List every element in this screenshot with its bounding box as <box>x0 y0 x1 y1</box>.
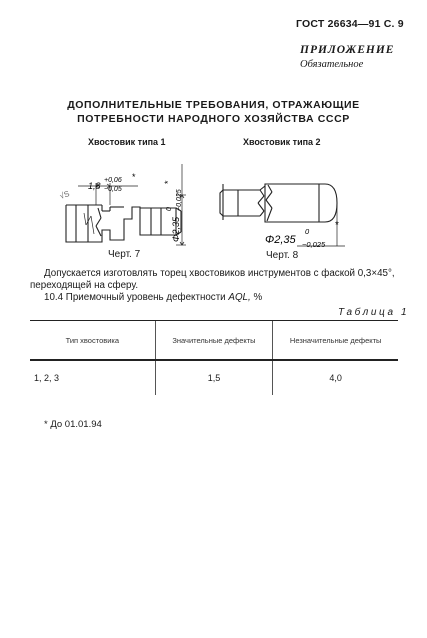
paragraph-line-3 <box>44 292 262 303</box>
table-header-row <box>30 321 398 361</box>
appendix-title: ПРИЛОЖЕНИЕ <box>300 44 395 56</box>
table-cell-minor: 4,0 <box>273 360 398 395</box>
table-header-significant: Значительные дефекты <box>155 321 273 361</box>
section-title-line-1: ДОПОЛНИТЕЛЬНЫЕ ТРЕБОВАНИЯ, ОТРАЖАЮЩИЕ <box>67 99 360 111</box>
fig1-dim-length-note: * <box>132 172 136 182</box>
aql-unit: % <box>253 292 263 303</box>
fig1-dim-length-upper: +0,06 <box>104 177 122 184</box>
figure-1-title: Хвостовик типа 1 <box>88 137 166 147</box>
table-cell-significant: 1,5 <box>155 360 273 395</box>
aql-label: 10.4 Приемочный уровень дефектности <box>44 292 226 303</box>
aql-term: AQL, <box>228 292 251 303</box>
paragraph-line-1: Допускается изготовлять торец хвостовиков инструментов с фаской 0,3×45°, <box>44 268 395 279</box>
table-header-minor: Незначительные дефекты <box>273 321 398 361</box>
section-title-line-2: ПОТРЕБНОСТИ НАРОДНОГО ХОЗЯЙСТВА СССР <box>77 113 350 125</box>
figure-1-caption: Черт. 7 <box>108 249 141 260</box>
paragraph-line-2: переходящей на сферу. <box>30 280 139 291</box>
table-row <box>30 360 398 395</box>
footnote: * До 01.01.94 <box>44 419 102 430</box>
page-header: ГОСТ 26634—91 С. 9 <box>296 18 404 30</box>
fig1-dim-diameter-note: * <box>163 180 173 184</box>
fig2-dim-diameter: Φ2,35 <box>265 234 296 246</box>
fig1-dim-diameter: Φ2,35 <box>171 216 181 242</box>
fig2-dim-diameter-note: * <box>335 220 339 231</box>
fig2-dim-diameter-tol: −0,025 <box>302 240 326 249</box>
appendix-status: Обязательное <box>300 59 364 70</box>
figure-2-drawing <box>205 158 365 253</box>
figure-1-drawing <box>58 150 198 258</box>
figure-2-title: Хвостовик типа 2 <box>243 137 321 147</box>
fig2-dim-diameter-zero: 0 <box>305 227 310 236</box>
table-header-type: Тип хвостовика <box>30 321 155 361</box>
table-cell-type: 1, 2, 3 <box>34 373 60 383</box>
table-label: Таблица 1 <box>338 307 410 318</box>
fig1-dim-length-lower: −0,05 <box>104 186 122 193</box>
svg-text:√S: √S <box>58 189 71 201</box>
fig1-dim-diameter-zero: 0 <box>166 207 173 211</box>
fig1-dim-diameter-tol: −0,025 <box>176 189 183 211</box>
defects-table <box>30 320 398 395</box>
fig1-dim-length: 1,8 <box>88 181 101 191</box>
figure-2-caption: Черт. 8 <box>266 250 299 261</box>
